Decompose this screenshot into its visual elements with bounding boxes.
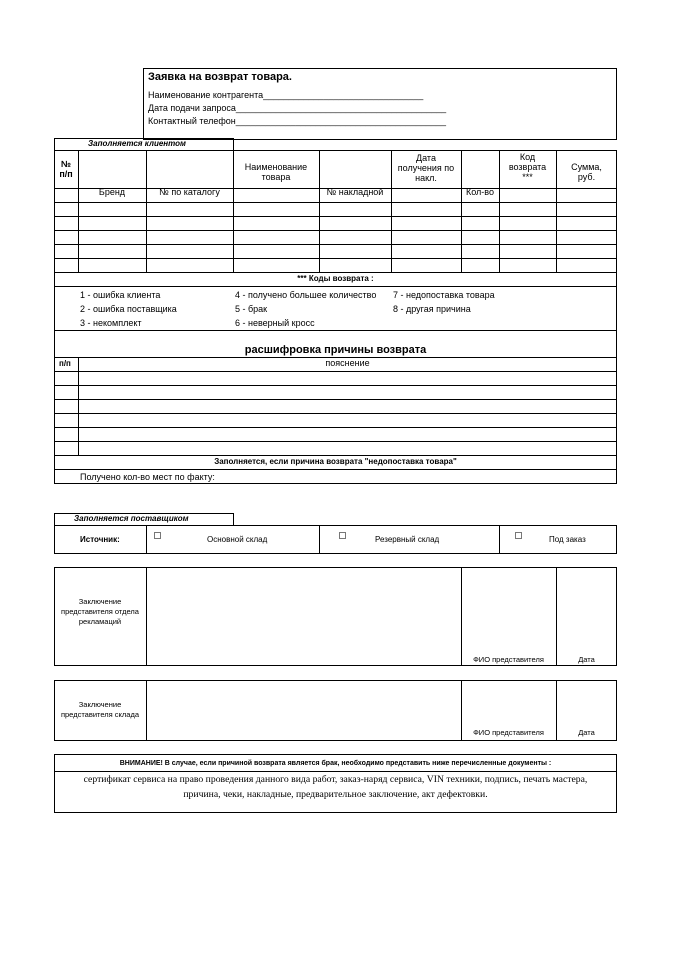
col-brand-header: Бренд (98, 187, 126, 198)
reserve-warehouse-label: Резервный склад (375, 535, 440, 544)
reason-title: расшифровка причины возврата (244, 344, 427, 356)
reserve-warehouse-checkbox[interactable] (339, 532, 346, 539)
reason-col-explanation: пояснение (325, 358, 370, 368)
col-qty-header: Кол-во (466, 187, 494, 198)
shortage-received-field[interactable]: Получено кол-во мест по факту: (80, 472, 215, 482)
phone-blank[interactable]: __________________________________________ (235, 116, 446, 126)
warehouse-fio-label: ФИО представителя (473, 728, 544, 737)
claims-fio-label: ФИО представителя (473, 655, 544, 664)
warehouse-conclusion-input[interactable] (148, 682, 460, 739)
form-title: Заявка на возврат товара. (148, 71, 292, 83)
col-date-header: Дата получения по накл. (397, 153, 455, 183)
return-code-2: 2 - ошибка поставщика (80, 304, 177, 314)
claims-date-label: Дата (578, 655, 595, 664)
source-label: Источник: (80, 535, 120, 544)
notice-title: ВНИМАНИЕ! В случае, если причиной возврата является брак, необходимо представить ниже перечисленные документы : (119, 760, 552, 767)
col-catalog-header: № по каталогу (159, 187, 220, 198)
request-date-blank[interactable]: __________________________________________ (235, 103, 447, 113)
counterparty-blank[interactable]: ________________________________ (263, 90, 424, 100)
phone-field[interactable] (148, 117, 446, 126)
warehouse-date-label: Дата (578, 728, 595, 737)
on-order-checkbox[interactable] (515, 532, 522, 539)
return-codes-title: *** Коды возврата : (297, 274, 374, 283)
return-code-4: 4 - получено большее количество (235, 290, 377, 300)
main-warehouse-label: Основной склад (207, 535, 268, 544)
on-order-label: Под заказ (549, 535, 586, 544)
source-box (54, 525, 617, 554)
return-code-7: 7 - недопоставка товара (393, 290, 495, 300)
return-code-5: 5 - брак (235, 304, 268, 314)
notice-line-2: причина, чеки, накладные, предварительное заключение, акт дефектовки. (183, 789, 488, 800)
counterparty-label: Наименование контрагента (148, 90, 264, 100)
main-warehouse-checkbox[interactable] (154, 532, 161, 539)
client-section-tab-label: Заполняется клиентом (88, 139, 186, 148)
supplier-section-tab-label: Заполняется поставщиком (74, 514, 189, 523)
return-code-6: 6 - неверный кросс (235, 318, 315, 328)
return-code-3: 3 - некомплект (80, 318, 142, 328)
claims-conclusion-input[interactable] (148, 569, 460, 664)
reason-col-num: п/п (59, 359, 71, 368)
col-return-code-header: Код возврата *** (508, 152, 547, 182)
col-product-header: Наименование товара (244, 162, 308, 182)
request-date-field[interactable] (148, 104, 446, 113)
col-sum-header: Сумма, руб. (571, 162, 602, 182)
return-code-1: 1 - ошибка клиента (80, 290, 161, 300)
counterparty-field[interactable] (148, 91, 423, 100)
claims-conclusion-label: Заключение представителя отдела рекламаций (61, 596, 139, 627)
return-code-8: 8 - другая причина (393, 304, 471, 314)
phone-label: Контактный телефон (148, 116, 236, 126)
notice-line-1: сертификат сервиса на право проведения данного вида работ, заказ-наряд сервиса, VIN техники, подпись, печать мастера, (83, 774, 588, 785)
request-date-label: Дата подачи запроса (148, 103, 236, 113)
col-invoice-header: № накладной (326, 187, 384, 198)
warehouse-conclusion-label: Заключение представителя склада (60, 699, 140, 719)
shortage-title: Заполняется, если причина возврата "недопоставка товара" (214, 457, 457, 466)
col-num-header: № п/п (59, 159, 73, 179)
